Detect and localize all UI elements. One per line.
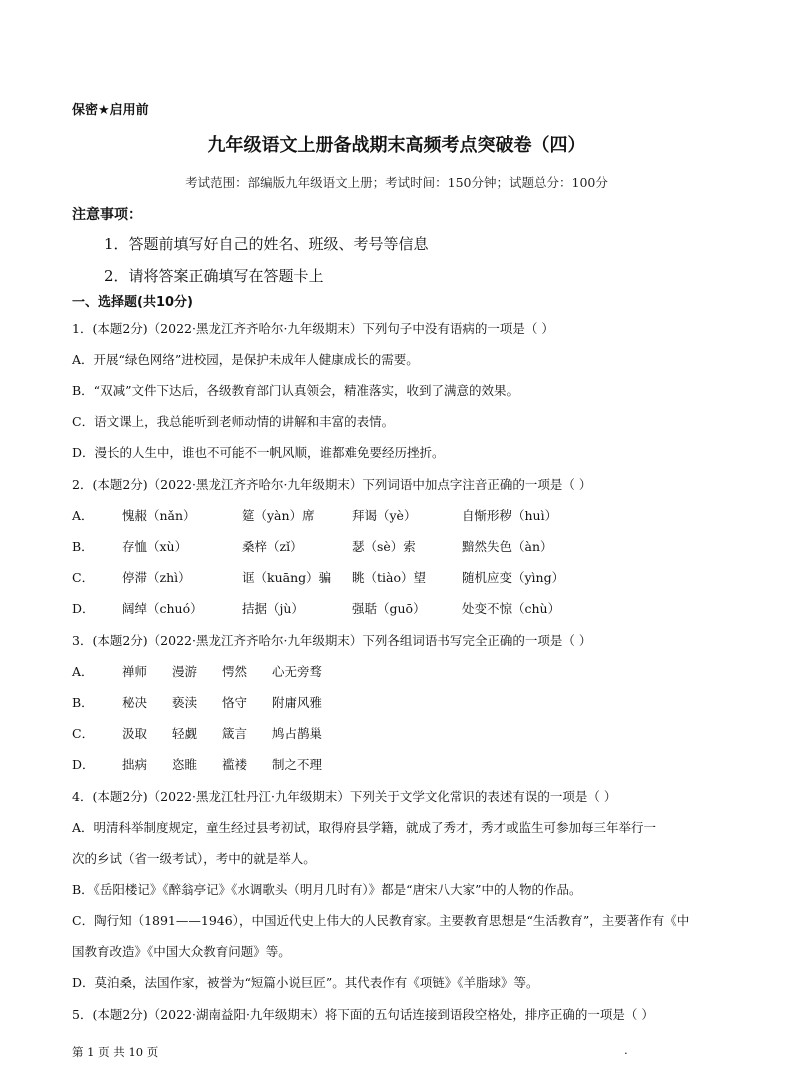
option-label: B． bbox=[72, 539, 94, 554]
option-word: 秘决 bbox=[122, 695, 148, 710]
question-3-option-a bbox=[72, 663, 362, 681]
option-word: 禅师 bbox=[122, 664, 148, 679]
notice-item: 2．请将答案正确填写在答题卡上 bbox=[104, 267, 324, 285]
notice-heading: 注意事项： bbox=[72, 207, 142, 223]
option-word: 黯然失色（àn） bbox=[462, 539, 553, 554]
question-2-option-a bbox=[72, 507, 557, 525]
question-4-option-d: D．莫泊桑，法国作家，被誉为“短篇小说巨匠”。其代表作有《项链》《羊脂球》等。 bbox=[72, 975, 539, 990]
option-word: 停滞（zhì） bbox=[122, 570, 191, 585]
question-4-option-a: A．明清科举制度规定，童生经过县考初试，取得府县学籍，就成了秀才，秀才或监生可参加每三年举行一 bbox=[72, 820, 657, 835]
option-label: A． bbox=[72, 664, 94, 679]
footer-dot: . bbox=[624, 1043, 628, 1057]
question-1-option-b: B．“双减”文件下达后，各级教育部门认真领会，精准落实，收到了满意的效果。 bbox=[72, 383, 519, 398]
confidential-label: 保密★启用前 bbox=[72, 103, 149, 118]
option-word: 阔绰（chuó） bbox=[122, 601, 203, 616]
option-word: 筵（yàn）席 bbox=[242, 508, 315, 523]
option-word: 漫游 bbox=[172, 664, 198, 679]
option-word: 褴褛 bbox=[222, 757, 248, 772]
option-word: 轻觑 bbox=[172, 726, 198, 741]
option-label: C． bbox=[72, 726, 95, 741]
page-number: 第 1 页 共 10 页 bbox=[72, 1045, 159, 1059]
option-word: 瑟（sè）索 bbox=[352, 539, 416, 554]
question-2-stem: 2．(本题2分)（2022·黑龙江齐齐哈尔·九年级期末）下列词语中加点字注音正确的一项是（ ） bbox=[72, 477, 592, 492]
option-word: 随机应变（yìng） bbox=[462, 570, 565, 585]
option-label: D． bbox=[72, 757, 95, 772]
option-label: B． bbox=[72, 695, 94, 710]
notice-item: 1．答题前填写好自己的姓名、班级、考号等信息 bbox=[104, 235, 429, 253]
question-3-option-c bbox=[72, 725, 362, 743]
option-word: 愧赧（nǎn） bbox=[122, 508, 196, 523]
option-word: 附庸风雅 bbox=[272, 695, 323, 710]
option-word: 诓（kuāng）骗 bbox=[242, 570, 332, 585]
question-1-option-a: A．开展“绿色网络”进校园，是保护未成年人健康成长的需要。 bbox=[72, 352, 419, 367]
option-word: 桑梓（zǐ） bbox=[242, 539, 303, 554]
question-2-option-b bbox=[72, 538, 553, 556]
option-word: 箴言 bbox=[222, 726, 248, 741]
question-1-option-c: C．语文课上，我总能听到老师动情的讲解和丰富的表情。 bbox=[72, 414, 395, 429]
option-label: A． bbox=[72, 508, 94, 523]
option-word: 拙病 bbox=[122, 757, 148, 772]
page-title: 九年级语文上册备战期末高频考点突破卷（四） bbox=[207, 135, 586, 156]
option-word: 拜谒（yè） bbox=[352, 508, 417, 523]
question-2-option-d bbox=[72, 600, 560, 618]
question-4-stem: 4．(本题2分)（2022·黑龙江牡丹江·九年级期末）下列关于文学文化常识的表述有误的一项是（ ） bbox=[72, 789, 617, 804]
section-heading: 一、选择题(共10分) bbox=[72, 295, 193, 310]
option-word: 拮据（jù） bbox=[242, 601, 304, 616]
question-3-option-b bbox=[72, 694, 362, 712]
option-word: 自惭形秽（huì） bbox=[462, 508, 558, 523]
question-2-option-c bbox=[72, 569, 564, 587]
option-word: 恣睢 bbox=[172, 757, 198, 772]
question-4-option-c-cont: 国教育改造》《中国大众教育问题》等。 bbox=[72, 944, 291, 959]
option-word: 处变不惊（chù） bbox=[462, 601, 561, 616]
option-word: 亵渎 bbox=[172, 695, 198, 710]
question-5-stem: 5．(本题2分)（2022·湖南益阳·九年级期末）将下面的五句话连接到语段空格处，排序正确的一项是（ ） bbox=[72, 1007, 654, 1022]
question-3-option-d bbox=[72, 756, 362, 774]
question-4-option-a-cont: 次的乡试（省一级考试），考中的就是举人。 bbox=[72, 851, 316, 866]
question-1-option-d: D．漫长的人生中，谁也不可能不一帆风顺，谁都难免要经历挫折。 bbox=[72, 445, 445, 460]
option-word: 眺（tiào）望 bbox=[352, 570, 426, 585]
option-word: 制之不理 bbox=[272, 757, 323, 772]
option-word: 强聒（guō） bbox=[352, 601, 426, 616]
question-3-stem: 3．(本题2分)（2022·黑龙江齐齐哈尔·九年级期末）下列各组词语书写完全正确的一项是（ ） bbox=[72, 633, 592, 648]
option-label: C． bbox=[72, 570, 95, 585]
question-1-stem: 1．(本题2分)（2022·黑龙江齐齐哈尔·九年级期末）下列句子中没有语病的一项是（ ） bbox=[72, 321, 554, 336]
option-word: 存恤（xù） bbox=[122, 539, 188, 554]
option-word: 恪守 bbox=[222, 695, 248, 710]
question-4-option-b: B．《岳阳楼记》《醉翁亭记》《水调歌头（明月几时有）》都是“唐宋八大家”中的人物的作品。 bbox=[72, 882, 582, 897]
option-word: 愕然 bbox=[222, 664, 248, 679]
option-label: D． bbox=[72, 601, 95, 616]
option-word: 鸠占鹊巢 bbox=[272, 726, 323, 741]
option-word: 心无旁骛 bbox=[272, 664, 323, 679]
option-word: 汲取 bbox=[122, 726, 148, 741]
exam-info: 考试范围：部编版九年级语文上册；考试时间：150分钟；试题总分：100分 bbox=[185, 175, 608, 190]
question-4-option-c: C．陶行知（1891——1946），中国近代史上伟大的人民教育家。主要教育思想是“生活教育”，主要著作有《中 bbox=[72, 913, 690, 928]
